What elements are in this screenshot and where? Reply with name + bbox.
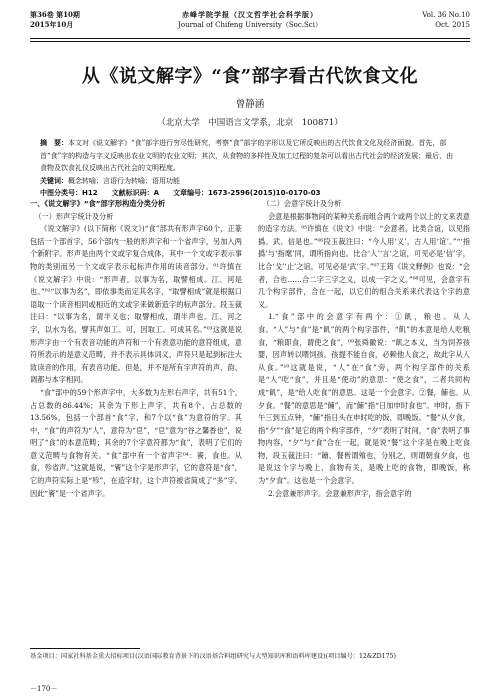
header-rule-thin bbox=[30, 41, 470, 42]
abstract-text: 本文对《说文解字》“食”部字进行穷尽性研究，考察“食”部字的字形以及它所反映出的古代饮食文化及经济面貌。首先，部首“食”字的构造与字义反映出农业文明的农业文明；其次，从食物的多样性及加工过程的复杂可以看出古代社会的经济发展；最后，由食物及饮食礼仪反映出古代社会的文明程度。 bbox=[40, 139, 454, 172]
paragraph: 2.会意兼形声字。会意兼形声字，指会意字的 bbox=[268, 488, 412, 498]
author-name: 曾静涵 bbox=[235, 99, 265, 110]
paragraph: 会意是根据事物间的某种关系而组合两个或两个以上的文来表意的造字方法。⁰⁵许慎在《说文》中说：“会意者，比类合谊，以见指撝。武、信是也。”⁰⁶段玉裁注曰：“今人用‘义’，古人用‘谊’。”“‘指撝’与‘指麾’同，谓所指向也。比合‘人’‘言’之谊，可见必是‘信’字，比合‘戈’‘止’之谊，可见必是‘武’字。”⁰⁷王筠《说文释例》也说：“会者，合也……合二字三字之义，以成一字之义。”⁰⁸可见，会意字有几个构字部件，合在一起，以它们的组合关系来代表这个字的意义。 bbox=[258, 211, 470, 309]
subsection-heading: （二）会意字统计及分析 bbox=[262, 199, 342, 208]
paragraph: 1.“食”部中的会意字有两个：①飢，粮也。从人食。“人”与“食”是“飢”的两个构字部件，“飢”的本意是给人吃粮食，“粮即食，谓使之食”，⁰⁹张舜徽说：“飢之本义，当为饲养孩婴，因声转以喂饲孩。孩提不能自食，必赖他人食之，故此字从人从食。”¹⁰这就是说，“人”在“食”旁，两个构字部件的关系是“人”吃“食”，并且是“使动”的意思：“使之食”，二者共同构成“飢”，是“给人吃食”的意思。这是一个会意字。②餐，餔也。从夕食。“餐”的意思是“餔”，而“餔”指“日加申时食也”。申时，指下午三到五点钟，“餔”指日头在申时吃的饭，即晚饭。“餐”从夕食，指“夕”“食”是它的两个构字部件，“夕”表明了时间，“食”表明了事物内容，“夕”与“食”合在一起，就是说“餐”这个字是在晚上吃食物，段玉裁注曰：“䭝、餐皆谓飧也，分别之，则谓朝食夕食，也是说这个字与晚上、食物有关，是晚上吃的食物，即晚饭，称为“夕食”。这也是一个会意字。 bbox=[258, 312, 470, 486]
body-column-left bbox=[30, 198, 242, 500]
keywords bbox=[40, 175, 460, 188]
volume-issue-en: Vol. 36 No.10 bbox=[422, 11, 470, 19]
journal-name-cn: 赤峰学院学报（汉文哲学社会科学版） bbox=[182, 10, 318, 19]
abstract bbox=[40, 137, 460, 175]
date-cn: 2015年10月 bbox=[30, 20, 74, 29]
classification-text: 中图分类号：H12 文献标识码：A 文章编号：1673-2596(2015)10-0170-03 bbox=[40, 189, 321, 197]
running-header bbox=[30, 10, 470, 40]
body-column-right bbox=[258, 198, 470, 500]
header-center bbox=[30, 10, 470, 30]
paragraph: “食”部中的59个形声字中，大多数为左形右声字，共有51个，占总数的86.44%；其余为下形上声字，共有8个，占总数的13.56%，包括一个部首“食”字，和7个以“食”为意符的字。其中，“食”的声符为“人”，意符为“皀”，“皀”意为“谷之馨香也”，说明了“食”的本意范畴；其余的7个字意符都为“食”，表明了它们的意义范畴与食物有关。“食”部中有一个省声字⁰⁴：餈，食也。从食，殄省声。”这就是说，“餈”这个字是形声字，它的意符是“食”，它的声符实际上是“殄”，在造字时，这个声符被省简成了“多”字。因此“餈”是一个省声字。 bbox=[30, 387, 242, 498]
abstract-label: 摘 要： bbox=[40, 139, 68, 147]
fund-note: 基金项目：国家社科基金重大招标项目(汉语国际教育背景下的汉语基合料组研究与大型知识库和语料库建设)(项目编号：12&ZD175) bbox=[30, 653, 396, 660]
header-right bbox=[422, 10, 470, 30]
article-title: 从《说文解字》“食”部字看古代饮食文化 bbox=[81, 66, 419, 87]
date-en: Oct. 2015 bbox=[435, 21, 470, 29]
section-heading: 一、《说文解字》“食”部字形构造分类分析 bbox=[30, 199, 166, 208]
author-affiliation: （北京大学 中国语言文学系，北京 100871） bbox=[157, 118, 343, 128]
abstract-block bbox=[40, 137, 460, 200]
volume-issue-cn: 第36卷 第10期 bbox=[30, 10, 80, 19]
keywords-text: 概念转喻；言语行为转喻；语用功能 bbox=[68, 176, 180, 185]
paragraph: 《说文解字》(以下简称《说文》)“食”部共有形声字60个，正篆包括一个部首字，56个部内一般的形声字和一个省声字，另加入两个新附字。形声是由两个文或字复合成体，其中一个文或字表示事物的类别而另一个文或字表示起标声作用的读音部分。⁰¹许慎在《说文解字》中说：“形声者，以事为名，取譬相成。江、河是也。”⁰²“以事为名”，即依事类而定其名字，“取譬相成”就是根据口语取一个读音相同或相近的文或字来做新造字的标声部分。段玉裁注曰：“以事为名，谓半义也；取譬相成，谓半声也。江、河之字，以水为名，譬其声如工、可，因取工、可成其名。”⁰³这就是说形声字由一个有表音功能的声符和一个有表意功能的意符组成，意符所表示的是意义范畴，并不表示具体词义，声符只是起到标注大致读音的作用，有表音功能。但是，并不是所有字声符的声、韵、调都与本字相同。 bbox=[30, 224, 242, 385]
footnote-rule bbox=[30, 648, 140, 649]
journal-name-en: Journal of Chifeng University（Soc.Sci） bbox=[178, 21, 322, 29]
page-number: －170－ bbox=[30, 685, 58, 693]
header-rule bbox=[30, 38, 470, 39]
subsection-heading: （一）形声字统计及分析 bbox=[34, 211, 114, 221]
keywords-label: 关键词： bbox=[40, 176, 68, 185]
